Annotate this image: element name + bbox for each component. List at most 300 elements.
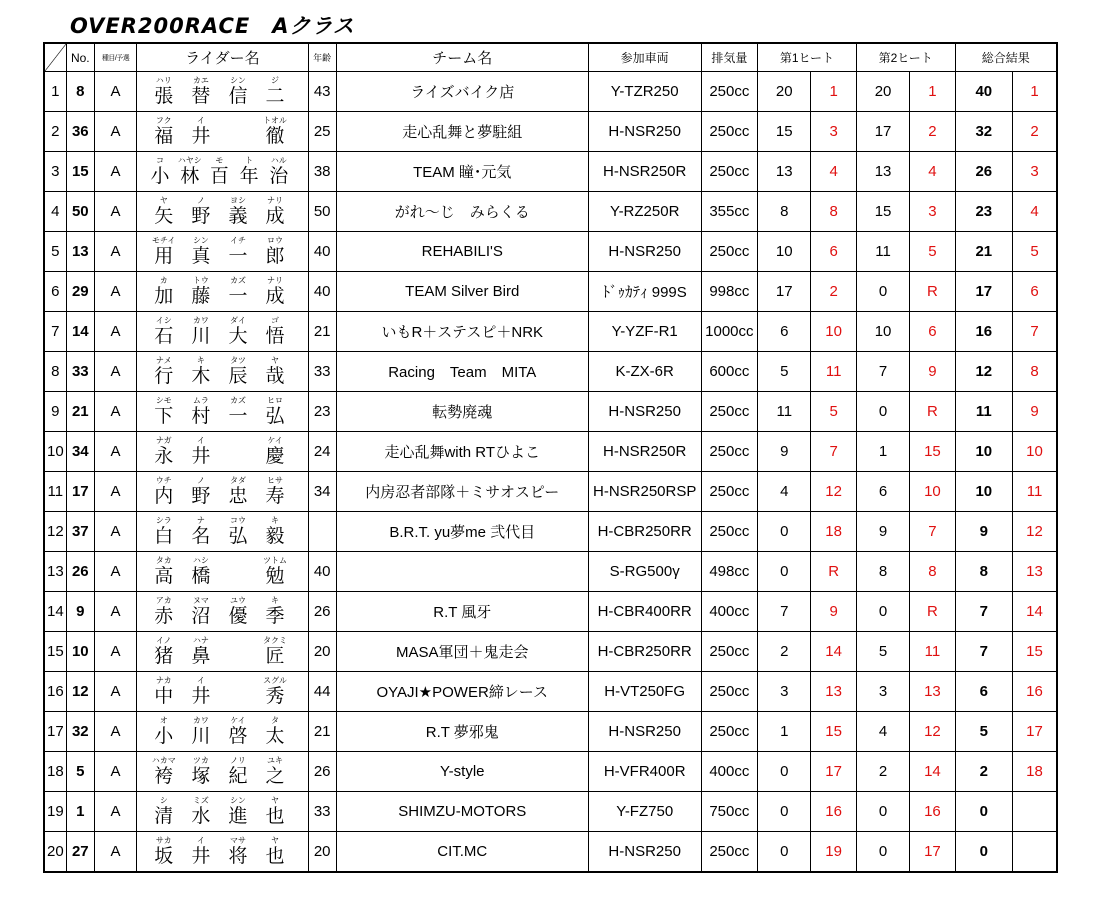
furigana-part: スグル	[263, 676, 287, 685]
total-points: 11	[955, 392, 1012, 432]
rider-name-cell	[137, 72, 308, 112]
heat1-position: 7	[811, 432, 856, 472]
displacement: 250cc	[701, 72, 757, 112]
heat2-position: 11	[910, 632, 955, 672]
rider-name	[145, 161, 293, 188]
name-char: 郎	[265, 245, 285, 267]
heat1-position: 12	[811, 472, 856, 512]
furigana-part: カズ	[229, 276, 246, 285]
heat2-position: 6	[910, 312, 955, 352]
heat2-points: 0	[856, 272, 909, 312]
overall-rank: 9	[1013, 392, 1057, 432]
furigana-part: ウチ	[155, 476, 172, 485]
furigana-part: ハナ	[192, 636, 209, 645]
row-index: 16	[44, 672, 66, 712]
table-row	[44, 112, 1057, 152]
bike-model: H-CBR250RR	[588, 512, 701, 552]
overall-rank: 5	[1013, 232, 1057, 272]
race-number: 13	[66, 232, 94, 272]
displacement: 250cc	[701, 472, 757, 512]
header-bike: 参加車両	[588, 43, 701, 72]
name-char: 秀	[265, 685, 285, 707]
total-points: 26	[955, 152, 1012, 192]
furigana-part: ヤ	[159, 196, 168, 205]
total-points: 17	[955, 272, 1012, 312]
furigana-part: モチイ	[152, 236, 176, 245]
heat1-position: 10	[811, 312, 856, 352]
furigana-part: ケイ	[230, 716, 246, 725]
displacement: 250cc	[701, 632, 757, 672]
name-char: 水	[191, 805, 211, 827]
furigana-part: トオル	[263, 116, 287, 125]
rider-name	[145, 121, 293, 148]
name-char: 村	[191, 405, 211, 427]
furigana-part: ハル	[270, 156, 287, 165]
race-number: 9	[66, 592, 94, 632]
furigana-part: コウ	[229, 516, 246, 525]
rider-name-cell	[137, 472, 308, 512]
heat1-points: 10	[758, 232, 811, 272]
rider-name-cell	[137, 512, 308, 552]
table-row	[44, 312, 1057, 352]
heat1-position: 17	[811, 752, 856, 792]
name-char: 寿	[265, 485, 285, 507]
class-cell: A	[94, 432, 136, 472]
furigana-part: シン	[230, 76, 246, 85]
total-points: 7	[955, 592, 1012, 632]
displacement: 355cc	[701, 192, 757, 232]
header-row	[44, 43, 1057, 72]
race-number: 1	[66, 792, 94, 832]
table-row	[44, 232, 1057, 272]
age-cell: 40	[308, 552, 336, 592]
displacement: 250cc	[701, 432, 757, 472]
heat2-points: 13	[856, 152, 909, 192]
heat2-position: 9	[910, 352, 955, 392]
bike-model: ﾄﾞｩｶﾃｨ 999S	[588, 272, 701, 312]
age-cell: 23	[308, 392, 336, 432]
table-row	[44, 472, 1057, 512]
total-points: 2	[955, 752, 1012, 792]
displacement: 250cc	[701, 392, 757, 432]
name-char: 坂	[154, 845, 174, 867]
heat1-points: 1	[758, 712, 811, 752]
heat1-position: 16	[811, 792, 856, 832]
race-number: 21	[66, 392, 94, 432]
name-char: 毅	[265, 525, 285, 547]
table-row	[44, 352, 1057, 392]
race-number: 12	[66, 672, 94, 712]
overall-rank	[1013, 832, 1057, 873]
results-table	[43, 42, 1058, 873]
name-char: 太	[265, 725, 285, 747]
overall-rank: 8	[1013, 352, 1057, 392]
bike-model: H-NSR250	[588, 832, 701, 873]
team-name: R.T 夢邪鬼	[336, 712, 588, 752]
team-name: 内房忍者部隊＋ミサオスピー	[336, 472, 588, 512]
age-cell: 21	[308, 712, 336, 752]
furigana-part: ヤ	[271, 356, 280, 365]
row-index: 12	[44, 512, 66, 552]
name-char: 藤	[191, 285, 211, 307]
name-char: 之	[265, 765, 285, 787]
name-char: 井	[191, 125, 211, 147]
name-char: 弘	[228, 525, 248, 547]
heat2-position: R	[910, 272, 955, 312]
name-char: 徹	[265, 125, 285, 147]
furigana-part: ナメ	[155, 356, 172, 365]
rider-name	[145, 641, 293, 668]
name-char: 橋	[191, 565, 211, 587]
name-char: 小	[150, 165, 170, 187]
displacement: 1000cc	[701, 312, 757, 352]
rider-name-cell	[137, 192, 308, 232]
furigana-part: カワ	[192, 316, 209, 325]
class-cell: A	[94, 272, 136, 312]
race-number: 15	[66, 152, 94, 192]
furigana-part: ハカマ	[151, 756, 176, 765]
overall-rank: 6	[1013, 272, 1057, 312]
rider-name-cell	[137, 112, 308, 152]
furigana-part: モ	[215, 156, 224, 165]
name-char: 匠	[265, 645, 285, 667]
name-char: 信	[228, 85, 248, 107]
heat2-position: R	[910, 392, 955, 432]
row-index: 17	[44, 712, 66, 752]
overall-rank: 11	[1013, 472, 1057, 512]
row-index: 5	[44, 232, 66, 272]
furigana-part: ヒサ	[267, 476, 284, 485]
heat1-position: 11	[811, 352, 856, 392]
furigana-part: シン	[192, 236, 209, 245]
name-char: 野	[191, 205, 211, 227]
heat1-position: 2	[811, 272, 856, 312]
heat1-points: 2	[758, 632, 811, 672]
overall-rank: 14	[1013, 592, 1057, 632]
team-name: Racing Team MITA	[336, 352, 588, 392]
furigana-part: ミズ	[192, 796, 209, 805]
furigana-part: シラ	[155, 516, 172, 525]
rider-name	[145, 241, 293, 268]
heat1-position: 18	[811, 512, 856, 552]
name-char: 張	[154, 85, 174, 107]
name-char: 也	[265, 845, 285, 867]
furigana-part: シン	[230, 796, 246, 805]
total-points: 7	[955, 632, 1012, 672]
class-cell: A	[94, 552, 136, 592]
total-points: 40	[955, 72, 1012, 112]
furigana-part: イ	[196, 436, 205, 445]
bike-model: H-NSR250RSP	[588, 472, 701, 512]
team-name: 走心乱舞と夢駐組	[336, 112, 588, 152]
name-char: 真	[191, 245, 211, 267]
rider-name-cell	[137, 592, 308, 632]
heat1-points: 0	[758, 512, 811, 552]
name-char: 義	[228, 205, 248, 227]
name-char: 季	[265, 605, 285, 627]
name-char: 慶	[265, 445, 285, 467]
age-cell: 34	[308, 472, 336, 512]
race-number: 36	[66, 112, 94, 152]
furigana-part: タクミ	[263, 636, 288, 645]
name-char: 辰	[228, 365, 248, 387]
overall-rank: 13	[1013, 552, 1057, 592]
heat1-points: 0	[758, 552, 811, 592]
heat1-position: 6	[811, 232, 856, 272]
heat2-position: R	[910, 592, 955, 632]
row-index: 2	[44, 112, 66, 152]
heat2-position: 1	[910, 72, 955, 112]
team-name	[336, 552, 588, 592]
total-points: 10	[955, 472, 1012, 512]
rider-name	[145, 761, 293, 788]
name-char: 治	[269, 165, 289, 187]
name-char: 大	[228, 325, 248, 347]
rider-name	[145, 561, 293, 588]
row-index: 19	[44, 792, 66, 832]
overall-rank: 2	[1013, 112, 1057, 152]
name-char: 高	[154, 565, 174, 587]
rider-name	[145, 681, 293, 708]
rider-name	[145, 401, 293, 428]
class-cell: A	[94, 672, 136, 712]
header-heat1: 第1ヒート	[758, 43, 857, 72]
name-char: 名	[191, 525, 211, 547]
rider-name	[145, 81, 293, 108]
name-char	[219, 121, 256, 148]
heat2-position: 5	[910, 232, 955, 272]
heat1-points: 0	[758, 752, 811, 792]
race-number: 33	[66, 352, 94, 392]
table-row	[44, 592, 1057, 632]
bike-model: H-NSR250	[588, 712, 701, 752]
team-name: 転勢廃魂	[336, 392, 588, 432]
age-cell: 20	[308, 632, 336, 672]
heat2-points: 9	[856, 512, 909, 552]
displacement: 400cc	[701, 592, 757, 632]
overall-rank: 18	[1013, 752, 1057, 792]
row-index: 1	[44, 72, 66, 112]
table-row	[44, 192, 1057, 232]
displacement: 400cc	[701, 752, 757, 792]
heat2-position: 12	[910, 712, 955, 752]
rider-name-cell	[137, 712, 308, 752]
heat2-points: 5	[856, 632, 909, 672]
heat1-points: 20	[758, 72, 811, 112]
race-number: 17	[66, 472, 94, 512]
row-index: 20	[44, 832, 66, 873]
furigana-part: ロウ	[267, 236, 284, 245]
heat2-points: 11	[856, 232, 909, 272]
furigana-part: シ	[159, 796, 168, 805]
results-body	[44, 72, 1057, 873]
rider-name	[145, 321, 293, 348]
team-name: B.R.T. yu夢me 弐代目	[336, 512, 588, 552]
overall-rank: 10	[1013, 432, 1057, 472]
rider-name	[145, 721, 293, 748]
bike-model: H-CBR250RR	[588, 632, 701, 672]
total-points: 16	[955, 312, 1012, 352]
team-name: ライズバイク店	[336, 72, 588, 112]
age-cell: 26	[308, 752, 336, 792]
bike-model: H-NSR250	[588, 392, 701, 432]
rider-name	[145, 281, 293, 308]
heat1-position: 19	[811, 832, 856, 873]
bike-model: Y-YZF-R1	[588, 312, 701, 352]
bike-model: H-VT250FG	[588, 672, 701, 712]
furigana-part: イシ	[155, 316, 172, 325]
name-char: 福	[154, 125, 174, 147]
name-char	[219, 441, 256, 468]
heat1-points: 0	[758, 832, 811, 873]
furigana-part: カズ	[229, 396, 246, 405]
furigana-part: ヤ	[271, 796, 280, 805]
heat1-position: 8	[811, 192, 856, 232]
bike-model: S-RG500γ	[588, 552, 701, 592]
age-cell: 38	[308, 152, 336, 192]
name-char: 年	[239, 165, 259, 187]
name-char: 将	[228, 845, 248, 867]
name-char: 赤	[154, 605, 174, 627]
overall-rank: 17	[1013, 712, 1057, 752]
corner-cell	[44, 43, 66, 72]
header-no: No.	[66, 43, 94, 72]
table-row	[44, 512, 1057, 552]
name-char: 行	[154, 365, 174, 387]
team-name: CIT.MC	[336, 832, 588, 873]
heat1-points: 6	[758, 312, 811, 352]
total-points: 23	[955, 192, 1012, 232]
team-name: TEAM 瞳･元気	[336, 152, 588, 192]
name-char: 啓	[228, 725, 248, 747]
header-displacement: 排気量	[701, 43, 757, 72]
name-char: 二	[265, 85, 285, 107]
furigana-part: カ	[159, 276, 168, 285]
displacement: 600cc	[701, 352, 757, 392]
name-char: 清	[154, 805, 174, 827]
row-index: 15	[44, 632, 66, 672]
heat1-position: 9	[811, 592, 856, 632]
table-row	[44, 552, 1057, 592]
furigana-part: ヒロ	[267, 396, 284, 405]
furigana-part: キ	[271, 596, 280, 605]
name-char: 加	[154, 285, 174, 307]
rider-name-cell	[137, 312, 308, 352]
heat1-points: 0	[758, 792, 811, 832]
table-row	[44, 152, 1057, 192]
row-index: 14	[44, 592, 66, 632]
displacement: 750cc	[701, 792, 757, 832]
displacement: 250cc	[701, 152, 757, 192]
furigana-part: マサ	[229, 836, 246, 845]
overall-rank: 4	[1013, 192, 1057, 232]
row-index: 9	[44, 392, 66, 432]
name-char: 内	[154, 485, 174, 507]
heat2-points: 4	[856, 712, 909, 752]
name-char: 成	[265, 285, 285, 307]
furigana-part: イ	[196, 836, 205, 845]
heat2-position: 16	[910, 792, 955, 832]
overall-rank: 15	[1013, 632, 1057, 672]
furigana-part: アカ	[155, 596, 172, 605]
displacement: 250cc	[701, 232, 757, 272]
rider-name	[145, 201, 293, 228]
table-row	[44, 832, 1057, 873]
total-points: 8	[955, 552, 1012, 592]
displacement: 250cc	[701, 672, 757, 712]
bike-model: H-NSR250R	[588, 152, 701, 192]
row-index: 7	[44, 312, 66, 352]
age-cell: 44	[308, 672, 336, 712]
heat1-points: 15	[758, 112, 811, 152]
name-char: 川	[191, 325, 211, 347]
total-points: 6	[955, 672, 1012, 712]
name-char: 野	[191, 485, 211, 507]
header-class: 種目/予選	[94, 43, 136, 72]
table-row	[44, 752, 1057, 792]
class-cell: A	[94, 152, 136, 192]
total-points: 12	[955, 352, 1012, 392]
row-index: 11	[44, 472, 66, 512]
age-cell	[308, 512, 336, 552]
total-points: 0	[955, 832, 1012, 873]
bike-model: H-VFR400R	[588, 752, 701, 792]
heat2-points: 0	[856, 832, 909, 873]
heat1-points: 7	[758, 592, 811, 632]
furigana-part: シモ	[155, 396, 172, 405]
team-name: SHIMZU-MOTORS	[336, 792, 588, 832]
table-row	[44, 272, 1057, 312]
name-char: 用	[154, 245, 174, 267]
furigana-part: トウ	[192, 276, 209, 285]
row-index: 3	[44, 152, 66, 192]
name-char: 一	[228, 405, 248, 427]
furigana-part: タツ	[230, 356, 246, 365]
furigana-part: フク	[155, 116, 172, 125]
bike-model: Y-RZ250R	[588, 192, 701, 232]
team-name: Y-style	[336, 752, 588, 792]
name-char: 井	[191, 445, 211, 467]
team-name: TEAM Silver Bird	[336, 272, 588, 312]
bike-model: H-NSR250	[588, 232, 701, 272]
rider-name-cell	[137, 152, 308, 192]
table-row	[44, 672, 1057, 712]
overall-rank: 3	[1013, 152, 1057, 192]
class-cell: A	[94, 832, 136, 873]
name-char: 白	[154, 525, 174, 547]
name-char: 百	[209, 165, 229, 187]
heat1-points: 3	[758, 672, 811, 712]
name-char: 弘	[265, 405, 285, 427]
heat1-position: 4	[811, 152, 856, 192]
race-number: 50	[66, 192, 94, 232]
heat1-position: 3	[811, 112, 856, 152]
furigana-part: ジ	[271, 76, 280, 85]
page-title: OVER200RACE Aクラス	[70, 14, 355, 38]
rider-name	[145, 361, 293, 388]
rider-name-cell	[137, 792, 308, 832]
name-char: 永	[154, 445, 174, 467]
heat1-position: 14	[811, 632, 856, 672]
furigana-part: タダ	[229, 476, 246, 485]
total-points: 5	[955, 712, 1012, 752]
race-number: 34	[66, 432, 94, 472]
furigana-part: サカ	[155, 836, 172, 845]
heat2-points: 20	[856, 72, 909, 112]
name-char: 中	[154, 685, 174, 707]
name-char: 悟	[265, 325, 285, 347]
bike-model: Y-TZR250	[588, 72, 701, 112]
